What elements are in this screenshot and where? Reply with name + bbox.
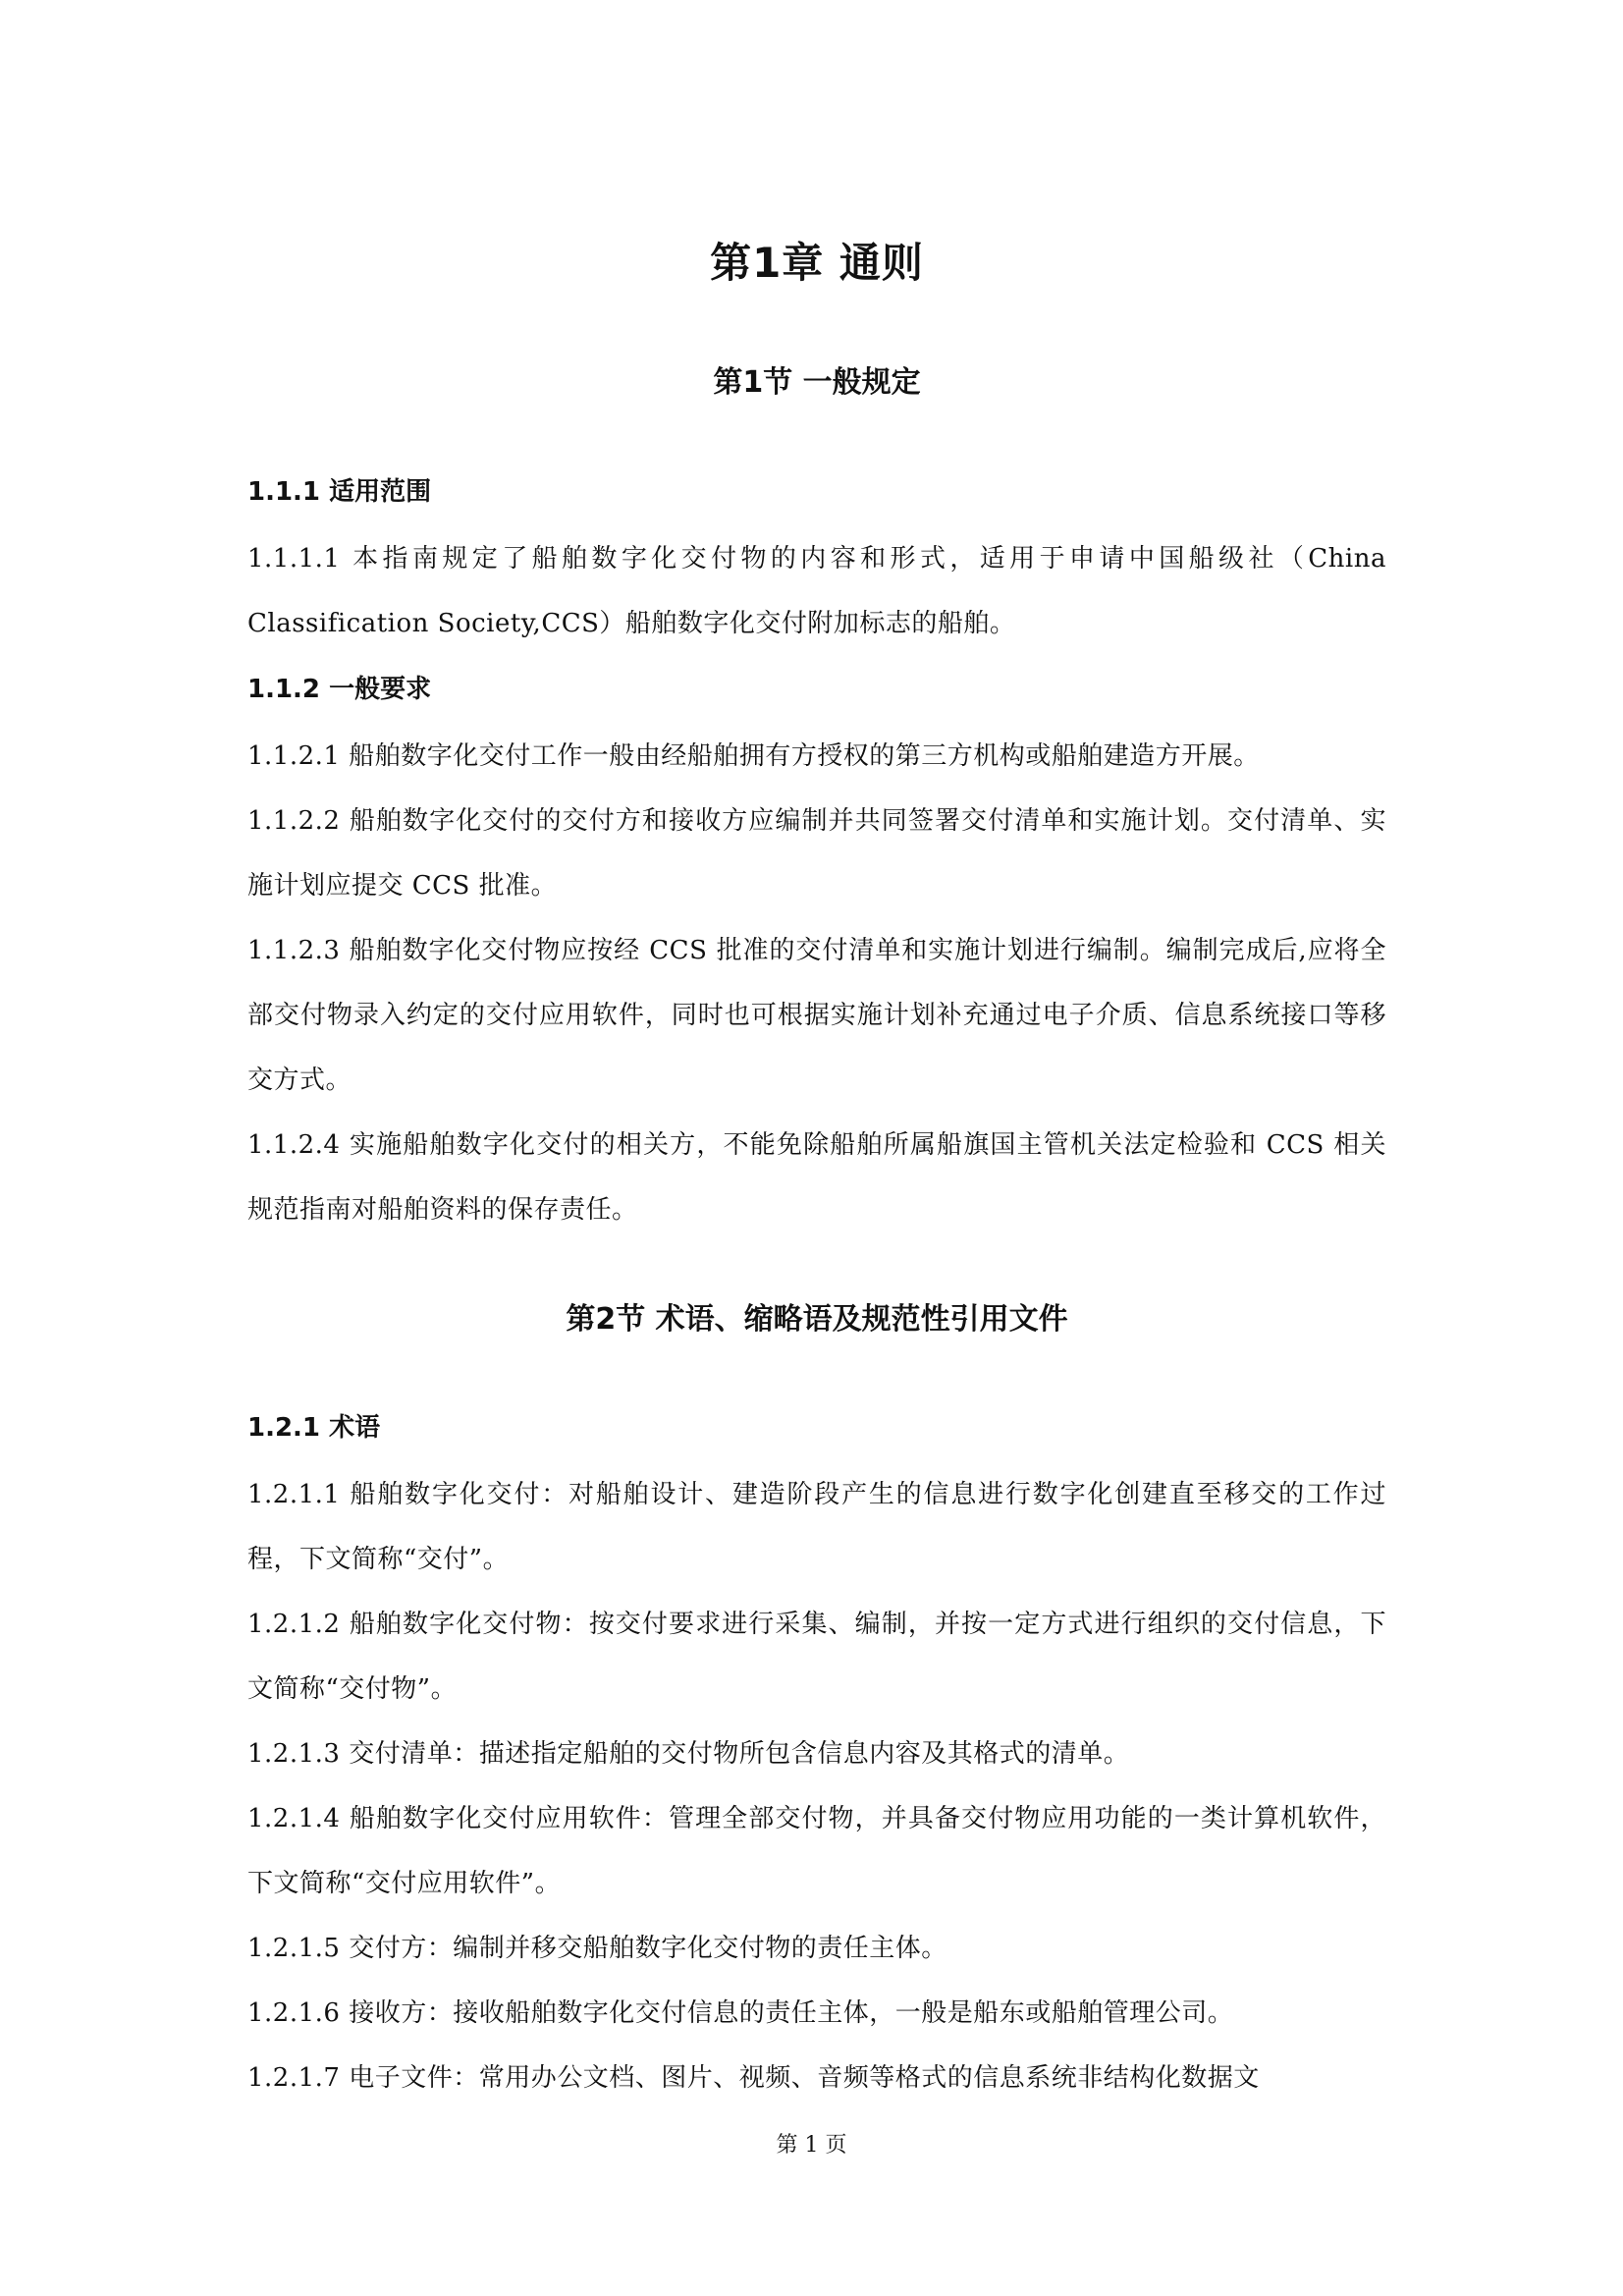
subsection-heading: 1.2.1 术语 — [247, 1413, 381, 1443]
paragraph: 1.2.1.5 交付方：编制并移交船舶数字化交付物的责任主体。 — [247, 1934, 947, 1963]
paragraph: 1.2.1.1 船舶数字化交付：对船舶设计、建造阶段产生的信息进行数字化创建直至移交的工作过程，下文简称“交付”。 — [247, 1480, 1386, 1574]
chapter-title: 第1章 通则 — [710, 239, 924, 287]
paragraph: 1.1.1.1 本指南规定了船舶数字化交付物的内容和形式，适用于申请中国船级社（China Classification Society,CCS）船舶数字化交付附加标志的船舶。 — [247, 544, 1386, 638]
paragraph: 1.1.2.2 船舶数字化交付的交付方和接收方应编制并共同签署交付清单和实施计划。交付清单、实施计划应提交 CCS 批准。 — [247, 806, 1386, 901]
paragraph: 1.2.1.7 电子文件：常用办公文档、图片、视频、音频等格式的信息系统非结构化数据文 — [247, 2063, 1260, 2093]
page-number: 第 1 页 — [776, 2133, 847, 2158]
paragraph: 1.2.1.2 船舶数字化交付物：按交付要求进行采集、编制，并按一定方式进行组织的交付信息，下文简称“交付物”。 — [247, 1610, 1386, 1704]
subsection-heading: 1.1.1 适用范围 — [247, 477, 432, 507]
paragraph: 1.1.2.1 船舶数字化交付工作一般由经船舶拥有方授权的第三方机构或船舶建造方开展。 — [247, 741, 1260, 771]
paragraph: 1.2.1.3 交付清单：描述指定船舶的交付物所包含信息内容及其格式的清单。 — [247, 1739, 1130, 1769]
subsection-heading: 1.1.2 一般要求 — [247, 675, 432, 704]
paragraph: 1.1.2.3 船舶数字化交付物应按经 CCS 批准的交付清单和实施计划进行编制。编制完成后,应将全部交付物录入约定的交付应用软件，同时也可根据实施计划补充通过电子介质、信息系统接口等移交方式。 — [247, 936, 1386, 1095]
paragraph: 1.2.1.4 船舶数字化交付应用软件：管理全部交付物，并具备交付物应用功能的一类计算机软件，下文简称“交付应用软件”。 — [247, 1804, 1386, 1898]
section-title: 第1节 一般规定 — [713, 365, 921, 400]
paragraph: 1.1.2.4 实施船舶数字化交付的相关方，不能免除船舶所属船旗国主管机关法定检验和 CCS 相关规范指南对船舶资料的保存责任。 — [247, 1130, 1386, 1225]
section-title: 第2节 术语、缩略语及规范性引用文件 — [566, 1302, 1068, 1337]
paragraph: 1.2.1.6 接收方：接收船舶数字化交付信息的责任主体，一般是船东或船舶管理公司。 — [247, 1998, 1234, 2028]
